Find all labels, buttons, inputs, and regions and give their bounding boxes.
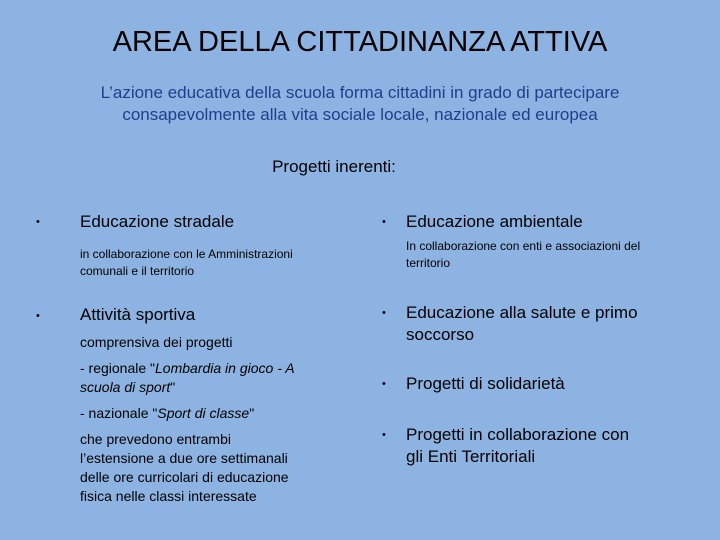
attivita-sportiva-closing [80,430,370,506]
item-attivita-sportiva: Attività sportiva [80,305,196,324]
item-progetti-enti-territoriali [406,424,706,468]
bullet-dot: • [36,310,40,322]
item-educazione-ambientale-note [406,238,706,272]
item-educazione-stradale: Educazione stradale [80,212,235,231]
slide-title: AREA DELLA CITTADINANZA ATTIVA [112,26,608,58]
closing-line: l’estensione a due ore settimanali [80,450,288,466]
regional-project-line-1 [80,359,370,378]
regional-prefix: - regionale " [80,360,156,376]
subtitle-line-1: L’azione educativa della scuola forma cittadini in grado di partecipare [100,83,620,102]
item-title-line: soccorso [406,325,475,344]
attivita-sportiva-intro: comprensiva dei progetti [80,334,233,350]
item-title-line: Progetti in collaborazione con [406,425,630,444]
national-prefix: - nazionale " [80,405,158,421]
section-heading: Progetti inerenti: [272,157,396,176]
closing-line: fisica nelle classi interessate [80,488,257,504]
subtitle-line-2: consapevolmente alla vita sociale locale, nazionale ed europea [122,105,598,124]
bullet-dot: • [382,216,386,228]
item-educazione-salute [406,302,706,346]
regional-project-name-2: scuola di sport [80,379,171,395]
note-line: in collaborazione con le Amministrazioni [80,247,293,261]
national-suffix: " [249,405,255,421]
slide-subtitle [40,82,680,126]
national-project-name: Sport di classe [157,405,250,421]
closing-line: che prevedono entrambi [80,431,231,447]
item-educazione-stradale-note [80,246,360,280]
bullet-dot: • [382,429,386,441]
item-educazione-ambientale: Educazione ambientale [406,212,583,231]
bullet-dot: • [382,307,386,319]
note-line: territorio [406,256,451,270]
closing-line: delle ore curricolari di educazione [80,469,289,485]
item-progetti-solidarieta: Progetti di solidarietà [406,374,565,393]
regional-suffix: " [170,379,176,395]
bullet-dot: • [382,378,386,390]
item-title-line: Educazione alla salute e primo [406,303,638,322]
bullet-dot: • [36,216,40,228]
note-line: In collaborazione con enti e associazioni del [406,239,641,253]
regional-project-name-1: Lombardia in gioco - A [155,360,295,376]
regional-project [80,359,370,397]
regional-project-line-2 [80,378,370,397]
note-line: comunali e il territorio [80,264,195,278]
national-project [80,404,370,423]
item-title-line: gli Enti Territoriali [406,447,536,466]
